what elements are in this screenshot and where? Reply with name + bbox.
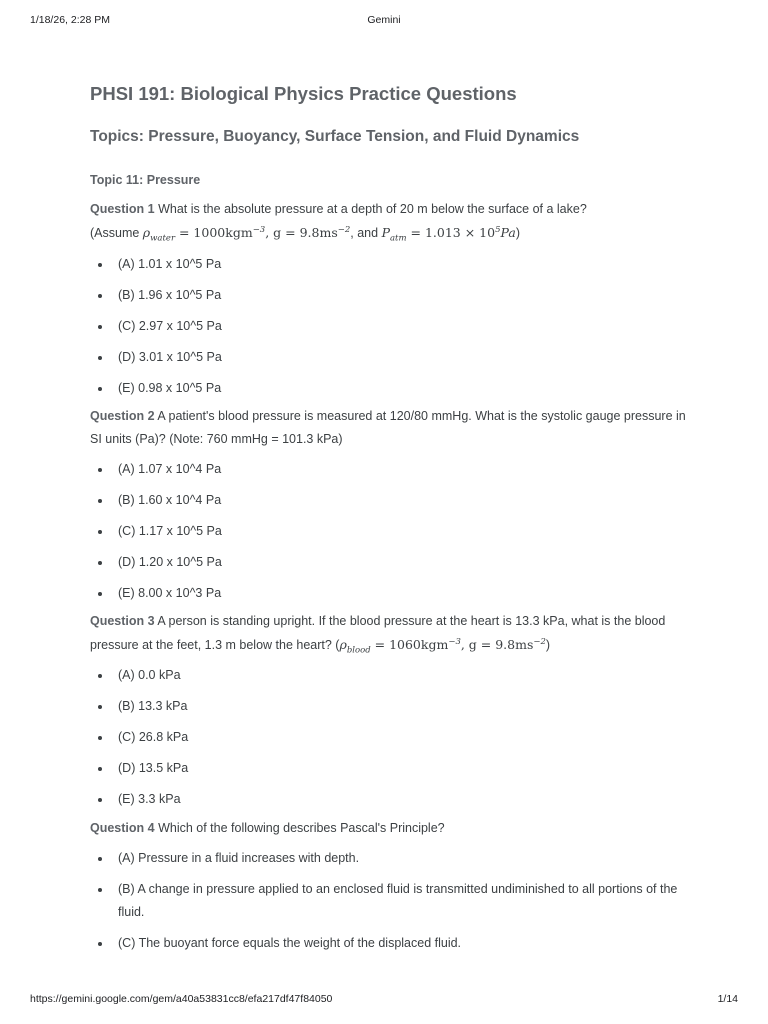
question-1-text: What is the absolute pressure at a depth of 20 m below the surface of a lake? bbox=[154, 202, 587, 216]
question-4-options bbox=[90, 847, 690, 955]
gravity-value: , g = 9.8ms bbox=[265, 225, 338, 240]
close-paren: ) bbox=[545, 638, 551, 652]
print-url: https://gemini.google.com/gem/a40a53831cc8/efa217df47f84050 bbox=[30, 993, 333, 1005]
option: (A) 0.0 kPa bbox=[90, 664, 690, 687]
question-1-label: Question 1 bbox=[90, 202, 155, 216]
topic-heading: Topic 11: Pressure bbox=[90, 173, 201, 187]
question-3-label: Question 3 bbox=[90, 614, 155, 628]
option: (C) 1.17 x 10^5 Pa bbox=[90, 520, 690, 543]
option: (B) 1.60 x 10^4 Pa bbox=[90, 489, 690, 512]
option: (B) 13.3 kPa bbox=[90, 695, 690, 718]
density-value: = 1000kgm bbox=[175, 225, 253, 240]
option: (C) 2.97 x 10^5 Pa bbox=[90, 315, 690, 338]
rho-symbol: ρ bbox=[142, 225, 151, 240]
question-1-assume: (Assume bbox=[90, 226, 143, 240]
density-exponent: −3 bbox=[448, 636, 461, 647]
rho-subscript: blood bbox=[346, 645, 371, 656]
and-text: , and bbox=[350, 226, 382, 240]
question-4 bbox=[90, 817, 690, 840]
question-2-label: Question 2 bbox=[90, 409, 155, 423]
patm-value: = 1.013 × 10 bbox=[406, 225, 496, 240]
question-1-formula bbox=[142, 224, 351, 244]
page-number: 1/14 bbox=[717, 993, 738, 1005]
question-3-text: A person is standing upright. If the blood pressure at the heart is 13.3 kPa, what is the blood pressure at the feet, 1.3 m below the heart? ( bbox=[90, 614, 666, 652]
density-value: = 1060kgm bbox=[370, 637, 449, 652]
patm-formula bbox=[381, 224, 516, 244]
close-paren: ) bbox=[515, 226, 520, 240]
rho-symbol: ρ bbox=[339, 637, 347, 652]
option: (A) 1.07 x 10^4 Pa bbox=[90, 458, 690, 481]
question-3 bbox=[90, 610, 690, 657]
gravity-exponent: −2 bbox=[337, 224, 351, 235]
option: (D) 13.5 kPa bbox=[90, 757, 690, 780]
option: (E) 8.00 x 10^3 Pa bbox=[90, 582, 690, 605]
patm-exponent: 5 bbox=[495, 224, 501, 235]
option: (C) The buoyant force equals the weight of the displaced fluid. bbox=[90, 932, 690, 955]
option: (C) 26.8 kPa bbox=[90, 726, 690, 749]
option: (D) 1.20 x 10^5 Pa bbox=[90, 551, 690, 574]
option: (B) A change in pressure applied to an enclosed fluid is transmitted undiminished to all portions of the fluid. bbox=[90, 878, 690, 924]
document-title: PHSI 191: Biological Physics Practice Questions bbox=[90, 83, 517, 104]
question-4-label: Question 4 bbox=[90, 821, 155, 835]
option: (E) 0.98 x 10^5 Pa bbox=[90, 377, 690, 400]
rho-subscript: water bbox=[150, 233, 176, 244]
gravity-exponent: −2 bbox=[533, 636, 546, 647]
pa-unit: Pa bbox=[500, 225, 516, 240]
question-2-text: A patient's blood pressure is measured at 120/80 mmHg. What is the systolic gauge pressure in SI units (Pa)? (Note: 760 mmHg = 101.3 kPa) bbox=[90, 409, 686, 446]
question-4-text: Which of the following describes Pascal's Principle? bbox=[154, 821, 445, 835]
document-body bbox=[90, 82, 690, 955]
question-2-options bbox=[90, 458, 690, 605]
density-exponent: −3 bbox=[252, 224, 266, 235]
question-2 bbox=[90, 405, 690, 451]
question-1-options bbox=[90, 253, 690, 400]
question-3-formula bbox=[339, 636, 546, 656]
print-page-title: Gemini bbox=[367, 14, 401, 26]
question-1 bbox=[90, 198, 690, 245]
question-3-options bbox=[90, 664, 690, 811]
p-symbol: P bbox=[381, 225, 390, 240]
document-subtitle: Topics: Pressure, Buoyancy, Surface Tension, and Fluid Dynamics bbox=[90, 128, 580, 145]
option: (A) 1.01 x 10^5 Pa bbox=[90, 253, 690, 276]
option: (A) Pressure in a fluid increases with depth. bbox=[90, 847, 690, 870]
option: (B) 1.96 x 10^5 Pa bbox=[90, 284, 690, 307]
option: (E) 3.3 kPa bbox=[90, 788, 690, 811]
p-subscript: atm bbox=[389, 233, 407, 244]
gravity-value: , g = 9.8ms bbox=[460, 637, 534, 652]
print-datetime: 1/18/26, 2:28 PM bbox=[30, 14, 110, 26]
option: (D) 3.01 x 10^5 Pa bbox=[90, 346, 690, 369]
